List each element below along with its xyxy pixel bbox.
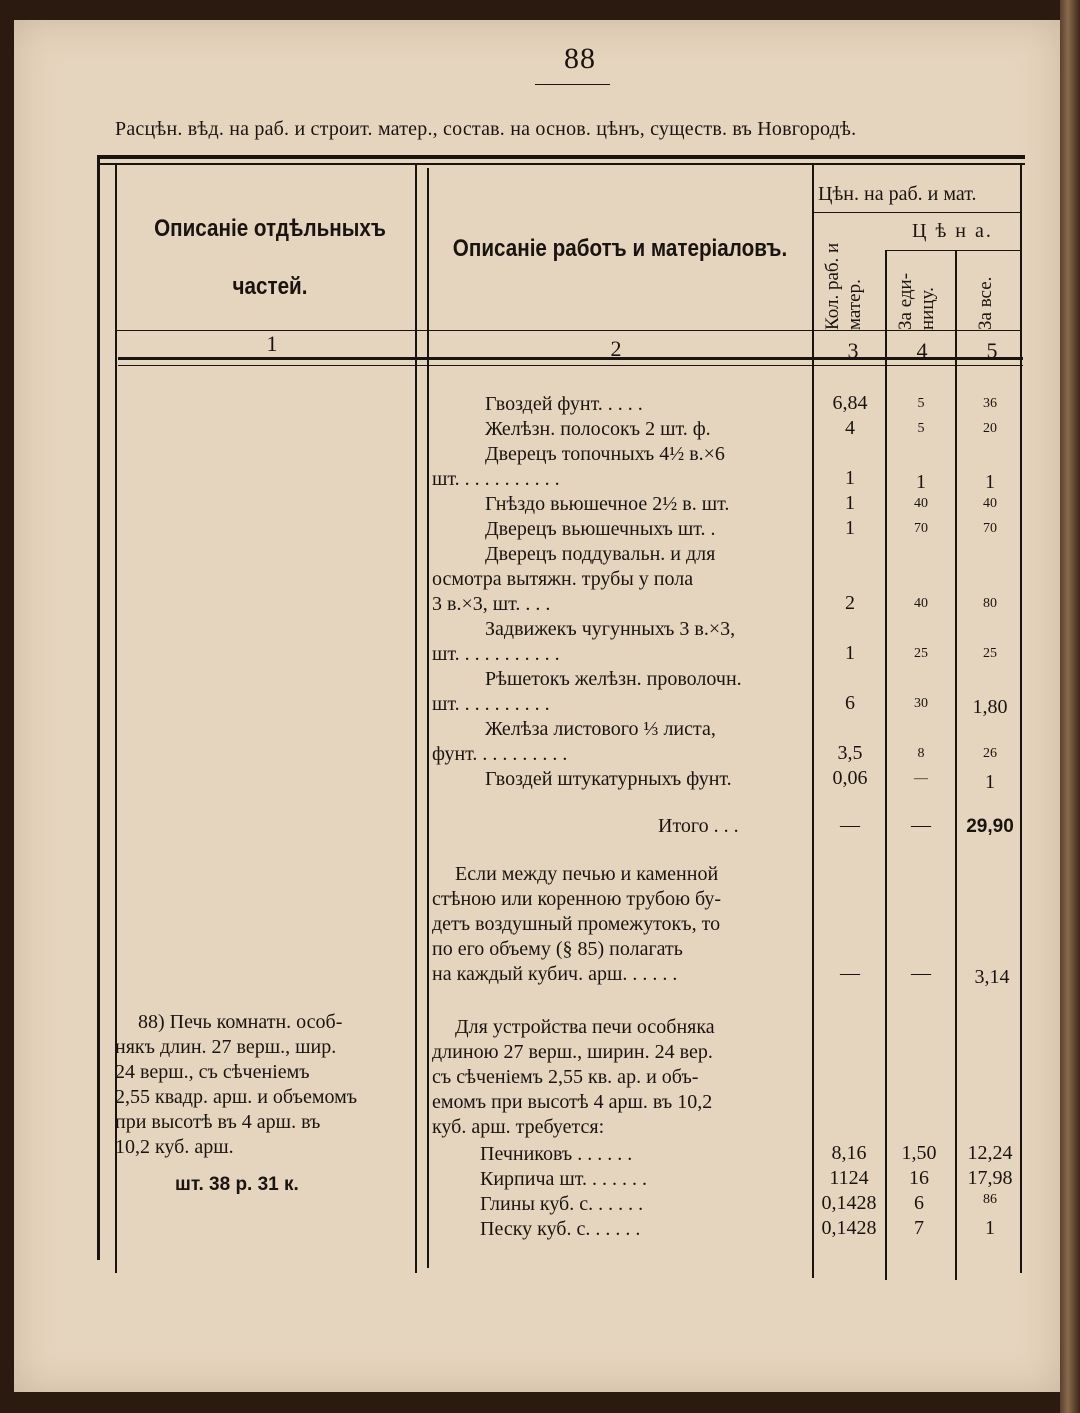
material-row-total: 1 [985, 771, 995, 793]
item88-line: при высотѣ въ 4 арш. въ [115, 1111, 321, 1133]
header-col1: Описанiе отдѣльныхъ частей. [154, 215, 386, 300]
material-row-qty: 2 [845, 592, 855, 614]
header-group-rule [812, 212, 1020, 213]
table-left-border [97, 155, 100, 1260]
material-row-unit: 25 [914, 646, 928, 661]
material-row-text: осмотра вытяжн. трубы у пола [432, 568, 694, 590]
itogo-unit: — [911, 814, 931, 836]
note-line: по его объему (§ 85) полагать [432, 938, 683, 960]
material-row-qty: 1 [845, 642, 855, 664]
material-row-text: Дверецъ вьюшечныхъ шт. . [485, 518, 716, 540]
material-row-qty: 1 [845, 467, 855, 489]
col-number-1: 1 [266, 331, 278, 356]
material-row-qty: 8,16 [831, 1142, 867, 1164]
material-row-total: 70 [983, 521, 997, 536]
table-top-rule-thin [100, 163, 1025, 165]
material-row-unit: 40 [914, 596, 928, 611]
material-row-unit: 8 [917, 746, 925, 761]
header-bottom-rule-thin [118, 365, 1023, 366]
material-row-text: Желѣзн. полосокъ 2 шт. ф. [485, 418, 711, 440]
header-price: Ц ѣ н а. [912, 220, 993, 242]
item88-line: някъ длин. 27 верш., шир. [115, 1036, 337, 1058]
material-row-qty: 3,5 [837, 742, 863, 764]
intro-line: емомъ при высотѣ 4 арш. въ 10,2 [432, 1091, 713, 1113]
header-col2: Описанiе работъ и матерiаловъ. [452, 235, 788, 262]
header-price-rule [885, 250, 1020, 251]
note-line: на каждый кубич. арш. . . . . . [432, 963, 678, 985]
material-row-total: 1 [985, 471, 995, 493]
material-row-text: Гвоздей штукатурныхъ фунт. [485, 768, 732, 790]
header-bottom-rule [118, 357, 1023, 360]
col2-inner-border [427, 168, 429, 1268]
col3-col4-divider [885, 250, 887, 1280]
material-row-unit: 1 [916, 471, 926, 493]
material-row-qty: 4 [845, 417, 855, 439]
header-group: Цѣн. на раб. и мат. [818, 183, 977, 205]
material-row-unit: 70 [914, 521, 928, 536]
material-row-text: Песку куб. с. . . . . . [480, 1218, 641, 1240]
col-number-5: 5 [986, 338, 998, 363]
material-row-text: Гвоздей фунт. . . . . [485, 393, 643, 415]
item88-line: 24 верш., съ сѣченiемъ [115, 1061, 310, 1083]
table-top-rule [100, 155, 1025, 159]
col-number-4: 4 [916, 338, 928, 363]
material-row-total: 36 [983, 396, 997, 411]
intro-line: длиною 27 верш., ширин. 24 вер. [432, 1041, 713, 1063]
note-total: 3,14 [974, 966, 1010, 988]
material-row-unit: 30 [914, 696, 928, 711]
material-row-text: Задвижекъ чугунныхъ 3 в.×3, [485, 618, 736, 640]
book-binding [1060, 0, 1080, 1413]
material-row-total: 1,80 [972, 696, 1008, 718]
material-row-total: 25 [983, 646, 997, 661]
material-row-unit: 6 [914, 1192, 924, 1214]
col-number-2: 2 [610, 336, 622, 361]
material-row-text: Кирпича шт. . . . . . . [480, 1168, 648, 1190]
material-row-qty: 1124 [829, 1167, 869, 1189]
material-row-total: 80 [983, 596, 997, 611]
material-row-unit: 5 [917, 421, 925, 436]
material-row-unit: 5 [917, 396, 925, 411]
intro-line: Для устройства печи особняка [455, 1016, 715, 1038]
itogo-label: Итого . . . [658, 815, 739, 837]
itogo-total: 29,90 [966, 816, 1014, 837]
material-row-text: Гнѣздо вьюшечное 2½ в. шт. [485, 493, 730, 515]
material-row-qty: 6 [845, 692, 855, 714]
note-qty: — [840, 962, 860, 984]
material-row-total: 26 [983, 746, 997, 761]
header-num-rule [115, 330, 1020, 331]
material-row-text: фунт. . . . . . . . . . [432, 743, 568, 765]
col4-col5-divider [955, 250, 957, 1280]
material-row-qty: 1 [845, 517, 855, 539]
material-row-text: Дверецъ поддувальн. и для [485, 543, 716, 565]
material-row-text: Печниковъ . . . . . . [480, 1143, 633, 1165]
material-row-qty: 1 [845, 492, 855, 514]
intro-line: куб. арш. требуется: [432, 1116, 605, 1138]
itogo-qty: — [840, 814, 860, 836]
material-row-total: 1 [985, 1217, 995, 1239]
material-row-text: Желѣза листового ⅓ листа, [485, 718, 716, 740]
material-row-text: шт. . . . . . . . . . . [432, 468, 560, 490]
material-row-qty: 0,1428 [821, 1217, 877, 1239]
material-row-total: 20 [983, 421, 997, 436]
material-row-text: Глины куб. с. . . . . . [480, 1193, 644, 1215]
material-row-text: Дверецъ топочныхъ 4½ в.×6 [485, 443, 725, 465]
material-row-text: шт. . . . . . . . . . [432, 693, 550, 715]
material-row-unit: 1,50 [901, 1142, 937, 1164]
material-row-text: Рѣшетокъ желѣзн. проволочн. [485, 668, 742, 690]
note-line: детъ воздушный промежутокъ, то [432, 913, 721, 935]
material-row-total: 17,98 [967, 1167, 1013, 1189]
material-row-qty: 6,84 [832, 392, 868, 414]
material-row-total: 86 [983, 1192, 997, 1207]
material-row-text: 3 в.×3, шт. . . . [432, 593, 551, 615]
item88-line: 2,55 квадр. арш. и объемомъ [115, 1086, 358, 1108]
material-row-qty: 0,1428 [821, 1192, 877, 1214]
col-number-3: 3 [847, 338, 859, 363]
header-col4: За еди- ницу. [895, 272, 938, 330]
material-row-unit: — [914, 771, 928, 786]
intro-line: съ сѣченiемъ 2,55 кв. ар. и объ- [432, 1066, 699, 1088]
material-row-unit: 7 [914, 1217, 924, 1239]
item88-line: 10,2 куб. арш. [115, 1136, 234, 1158]
material-row-text: шт. . . . . . . . . . . [432, 643, 560, 665]
header-col3: Кол. раб. и матер. [822, 242, 865, 330]
note-line: Если между печью и каменной [455, 863, 719, 885]
material-row-qty: 0,06 [832, 767, 868, 789]
material-row-unit: 40 [914, 496, 928, 511]
note-line: стѣною или коренною трубою бу- [432, 888, 722, 910]
material-row-total: 12,24 [967, 1142, 1013, 1164]
item88-line: 88) Печь комнатн. особ- [138, 1011, 343, 1033]
page-title: Расцѣн. вѣд. на раб. и строит. матер., состав. на основ. цѣнъ, существ. въ Новгородѣ. [115, 118, 857, 140]
material-row-total: 40 [983, 496, 997, 511]
item88-price: шт. 38 р. 31 к. [175, 1174, 299, 1195]
note-unit: — [911, 962, 931, 984]
page-number-rule [535, 84, 610, 85]
page-number: 88 [564, 42, 596, 75]
material-row-unit: 16 [909, 1167, 929, 1189]
header-col5: За все. [975, 276, 996, 330]
